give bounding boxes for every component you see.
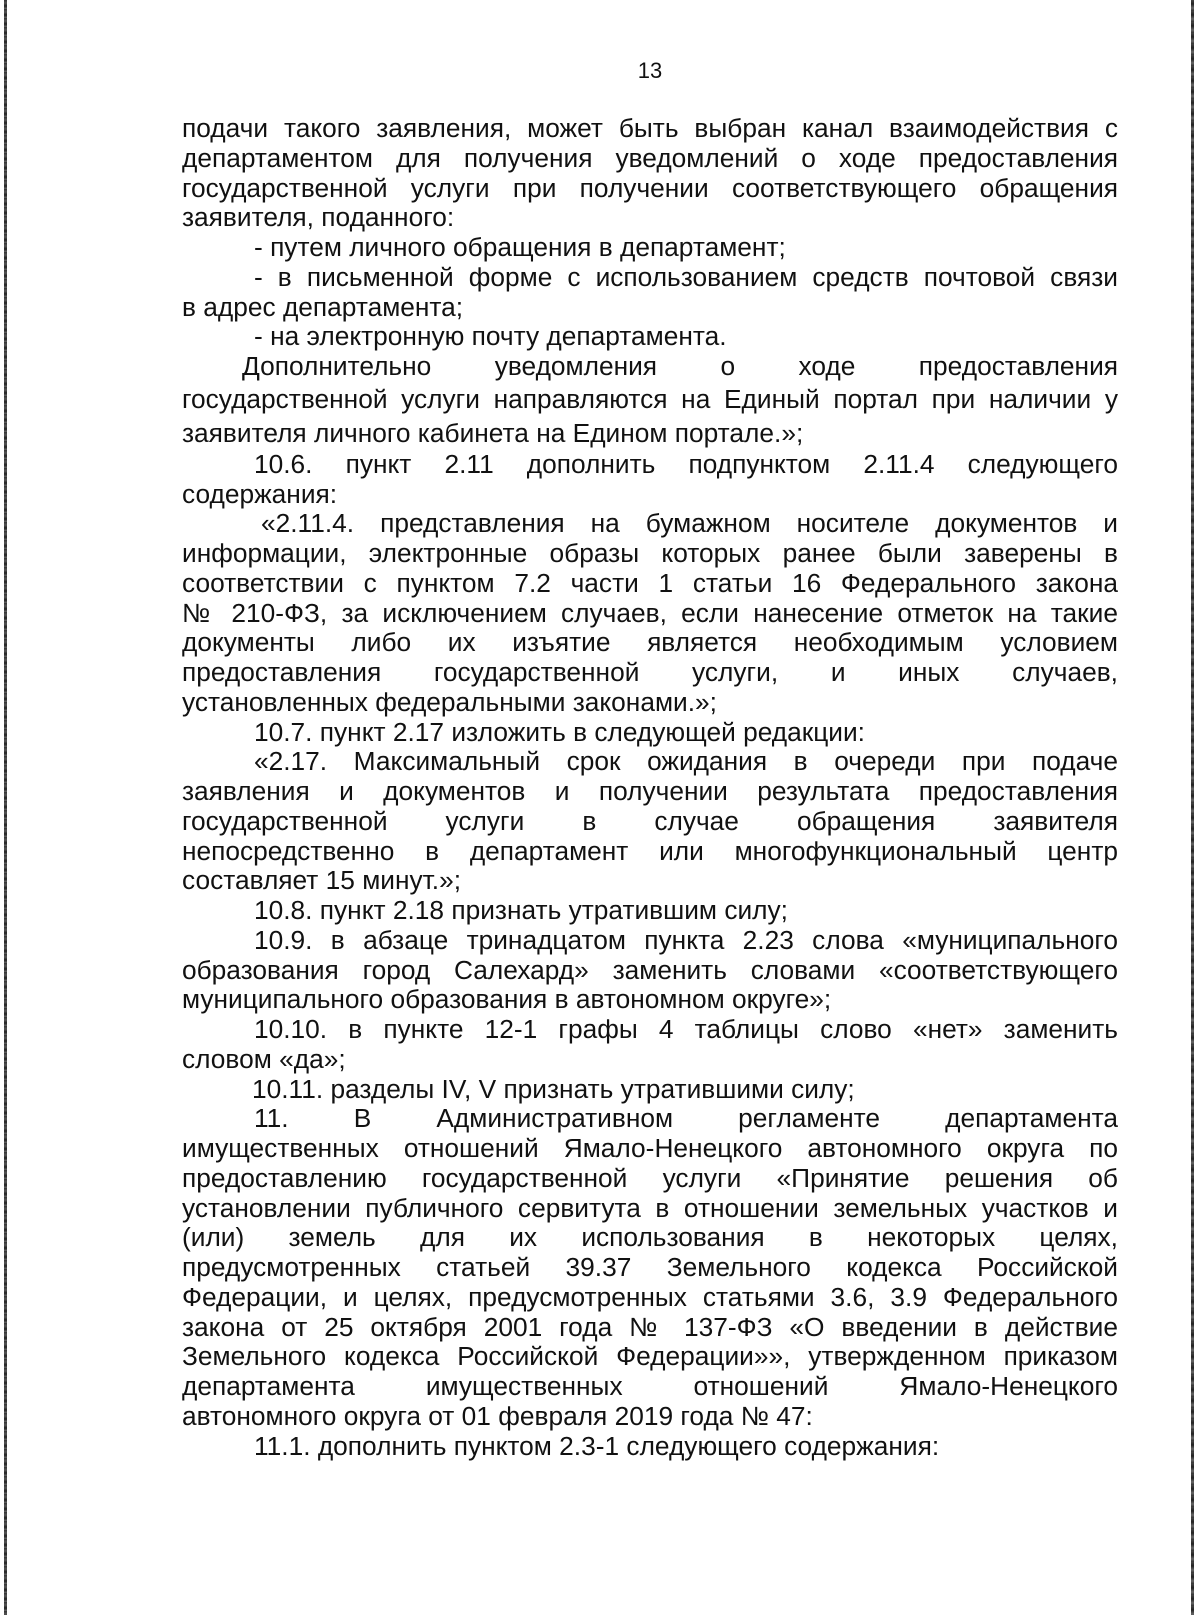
text-line: государственной услуги в случае обращения заявителя bbox=[182, 805, 1118, 836]
text-line: (или) земель для их использования в некоторых целях, bbox=[182, 1222, 1118, 1253]
list-item: - на электронную почту департамента. bbox=[254, 321, 727, 352]
page-number: 13 bbox=[637, 58, 663, 83]
text-line: Федерации, и целях, предусмотренных статьями 3.6, 3.9 Федерального bbox=[182, 1281, 1118, 1312]
text-line: соответствии с пунктом 7.2 части 1 статьи 16 Федерального закона bbox=[182, 567, 1118, 598]
text-line: непосредственно в департамент или многофункциональный центр bbox=[182, 835, 1118, 866]
text-line: № 210-ФЗ, за исключением случаев, если нанесение отметок на такие bbox=[182, 597, 1118, 628]
text-line: предоставлению государственной услуги «Принятие решения об bbox=[182, 1162, 1118, 1193]
text-line: закона от 25 октября 2001 года № 137-ФЗ «О введении в действие bbox=[182, 1311, 1118, 1342]
text-line: департамента имущественных отношений Ямало-Ненецкого bbox=[182, 1371, 1118, 1401]
text-line: «2.11.4. представления на бумажном носителе документов и bbox=[261, 508, 1118, 539]
paragraph-10-11: 10.11. разделы IV, V признать утратившими силу; bbox=[252, 1073, 855, 1104]
text-line: образования город Салехард» заменить словами «соответствующего bbox=[182, 954, 1118, 985]
paragraph-10-7: 10.7. пункт 2.17 изложить в следующей редакции: bbox=[254, 716, 865, 747]
text-line: заявления и документов и получении результата предоставления bbox=[182, 776, 1118, 806]
text-line: Дополнительно уведомления о ходе предоставления bbox=[242, 351, 1118, 381]
text-line: муниципального образования в автономном округе»; bbox=[182, 984, 832, 1015]
paragraph-10-9: 10.9. в абзаце тринадцатом пункта 2.23 слова «муниципального bbox=[254, 924, 1118, 955]
text-line: предусмотренных статьей 39.37 Земельного кодекса Российской bbox=[182, 1252, 1118, 1282]
document-body bbox=[182, 114, 1118, 1461]
paragraph-11: 11. В Административном регламенте департамента bbox=[254, 1103, 1118, 1134]
paragraph-10-6: 10.6. пункт 2.11 дополнить подпунктом 2.11.4 следующего bbox=[254, 448, 1118, 479]
text-line: заявителя, поданного: bbox=[182, 202, 455, 233]
text-line: департаментом для получения уведомлений о ходе предоставления bbox=[182, 142, 1118, 173]
text-line: содержания: bbox=[182, 478, 338, 509]
paragraph-10-10: 10.10. в пункте 12-1 графы 4 таблицы слово «нет» заменить bbox=[254, 1014, 1118, 1044]
text-line: словом «да»; bbox=[182, 1043, 346, 1074]
text-line: Земельного кодекса Российской Федерации»», утвержденном приказом bbox=[182, 1341, 1118, 1372]
scan-left-edge bbox=[4, 0, 7, 1615]
text-line: государственной услуги направляются на Единый портал при наличии у bbox=[182, 383, 1118, 414]
text-line: автономного округа от 01 февраля 2019 года № 47: bbox=[182, 1400, 813, 1431]
text-line: «2.17. Максимальный срок ожидания в очереди при подаче bbox=[254, 746, 1118, 777]
text-line: документы либо их изъятие является необходимым условием bbox=[182, 627, 1118, 658]
text-line: составляет 15 минут.»; bbox=[182, 865, 462, 896]
text-line: установлении публичного сервитута в отношении земельных участков и bbox=[182, 1192, 1118, 1223]
list-item: - путем личного обращения в департамент; bbox=[254, 232, 786, 262]
text-line: государственной услуги при получении соответствующего обращения bbox=[182, 172, 1118, 203]
text-line: предоставления государственной услуги, и иных случаев, bbox=[182, 657, 1118, 687]
list-item: - в письменной форме с использованием средств почтовой связи bbox=[254, 261, 1118, 292]
text-line: заявителя личного кабинета на Едином портале.»; bbox=[182, 417, 804, 448]
text-line: информации, электронные образы которых ранее были заверены в bbox=[182, 538, 1118, 568]
paragraph-10-8: 10.8. пункт 2.18 признать утратившим силу; bbox=[254, 895, 788, 925]
scan-right-edge bbox=[1191, 0, 1194, 1615]
text-line: имущественных отношений Ямало-Ненецкого автономного округа по bbox=[182, 1133, 1118, 1163]
text-line: подачи такого заявления, может быть выбран канал взаимодействия с bbox=[182, 113, 1118, 143]
paragraph-11-1: 11.1. дополнить пунктом 2.3-1 следующего содержания: bbox=[254, 1430, 940, 1461]
text-line: установленных федеральными законами.»; bbox=[182, 686, 717, 717]
text-line: в адрес департамента; bbox=[182, 291, 464, 322]
